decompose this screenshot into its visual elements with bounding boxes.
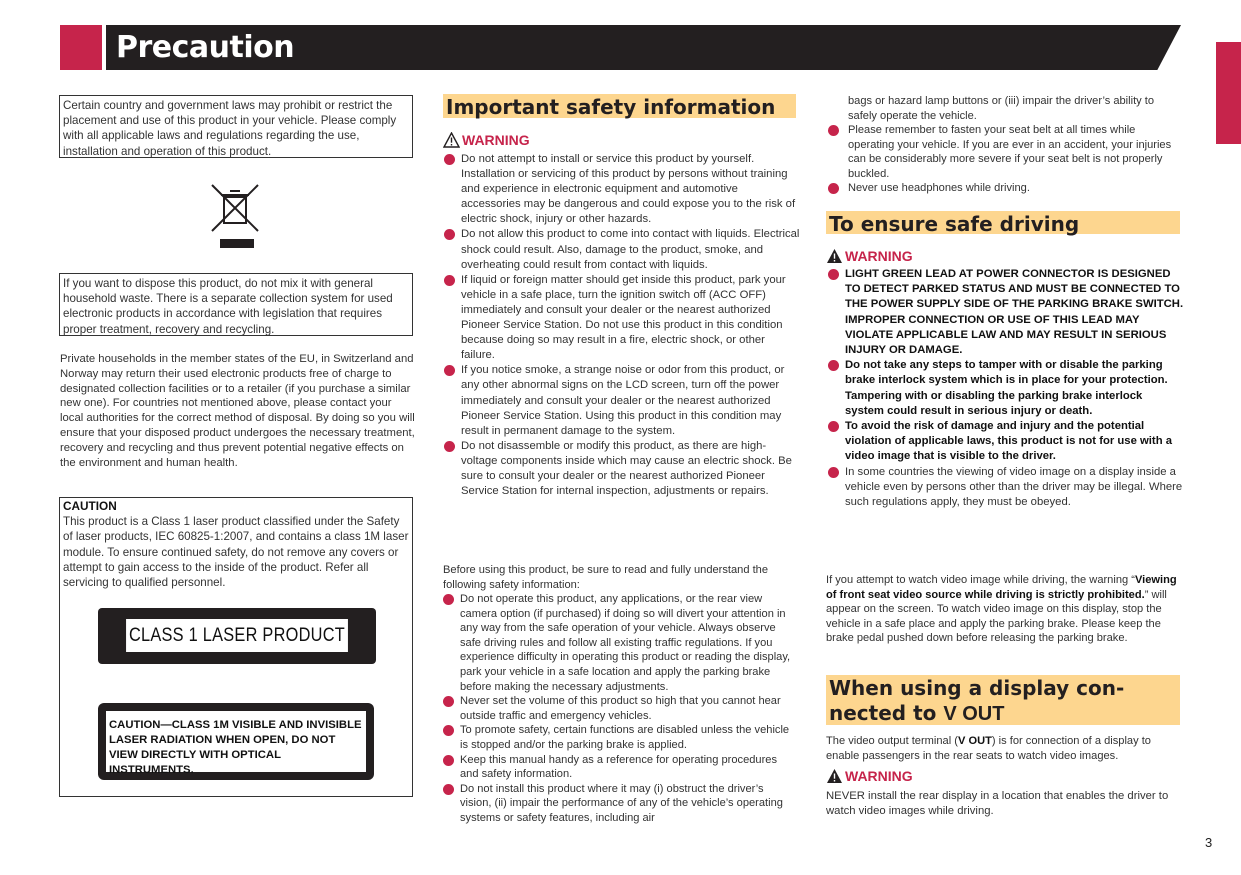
bullet-icon xyxy=(443,755,454,766)
list-item: In some countries the viewing of video image on a display inside a vehicle even by persons other than the driver may be illegal. Where such regulations apply, they must be obeyed. xyxy=(828,465,1184,511)
never-install-text: NEVER install the rear display in a location that enables the driver to watch video images while driving. xyxy=(826,790,1169,817)
list-item: Do not install this product where it may (i) obstruct the driver’s vision, (ii) impair the performance of any of the vehicle’s operating systems or safety features, including air xyxy=(443,782,798,826)
warning-label: WARNING xyxy=(826,768,913,784)
bullet-icon xyxy=(443,594,454,605)
bullet-icon xyxy=(443,696,454,707)
bullet-icon xyxy=(444,365,455,376)
list-item: Keep this manual handy as a reference for operating procedures and safety information. xyxy=(443,753,798,782)
list-item: If you notice smoke, a strange noise or odor from this product, or any other abnormal signs on the LCD screen, turn off the power immediately and consult your dealer or the nearest authorized Pioneer Service Station. Using this product in this condition may result in permanent damage to the system. xyxy=(444,363,800,438)
bullet-icon xyxy=(828,360,839,371)
bullet-icon xyxy=(828,421,839,432)
list-item: Do not take any steps to tamper with or disable the parking brake interlock system which is in place for your protection. Tampering with or disabling the parking brake interlock system could result in serious injury or death. xyxy=(828,358,1184,419)
side-tab xyxy=(1216,42,1241,144)
list-item: Do not operate this product, any applications, or the rear view camera option (if purchased) if doing so will divert your attention in any way from the safe operation of your vehicle. Always observe safe driving rules and follow all existing traffic regulations. If you experience difficulty in operating this product or reading the display, park your vehicle in a safe location and apply the parking brake before making the necessary adjustments. xyxy=(443,592,798,694)
bullet-icon xyxy=(828,183,839,194)
warning-label: WARNING xyxy=(443,132,530,148)
warning-triangle-icon xyxy=(826,768,843,784)
bullet-icon xyxy=(443,784,454,795)
video-warning-message: Viewing of front seat video source while driving is strictly prohibited. xyxy=(826,574,1177,601)
disposal-notice-box xyxy=(59,273,413,336)
page-number: 3 xyxy=(1205,835,1213,850)
vout-description: The video output terminal (V OUT) is for connection of a display to enable passengers in the rear seats to watch video images. xyxy=(826,735,1151,762)
important-safety-heading: Important safety information xyxy=(443,94,796,118)
list-item: To avoid the risk of damage and injury and the potential violation of applicable laws, this product is not for use with a video image that is visible to the driver. xyxy=(828,419,1184,465)
safe-driving-bullet-list xyxy=(828,267,1184,510)
operation-bullet-list xyxy=(443,592,798,826)
weee-bin-icon xyxy=(208,181,262,249)
continued-text: bags or hazard lamp buttons or (iii) impair the driver’s ability to safely operate the vehicle. xyxy=(848,95,1155,122)
class1m-caution-label-text: CAUTION—CLASS 1M VISIBLE AND INVISIBLE LASER RADIATION WHEN OPEN, DO NOT VIEW DIRECTLY WITH OPTICAL INSTRUMENTS. xyxy=(106,711,366,772)
bullet-icon xyxy=(828,269,839,280)
safe-driving-heading: To ensure safe driving xyxy=(826,211,1180,234)
list-item: Do not allow this product to come into contact with liquids. Electrical shock could result. Also, damage to the product, smoke, and overheating could result from contact with liquids. xyxy=(444,227,800,272)
warning-triangle-icon xyxy=(826,248,843,264)
law-notice-text: Certain country and government laws may prohibit or restrict the placement and use of this product in your vehicle. Please comply with all applicable laws and regulations regarding the use, installation and operation of this product. xyxy=(63,99,397,158)
warning-triangle-icon xyxy=(443,132,460,148)
class1-laser-label xyxy=(98,608,376,664)
page-title: Precaution xyxy=(116,30,295,65)
bullet-icon xyxy=(828,125,839,136)
bullet-icon xyxy=(444,229,455,240)
bullet-icon xyxy=(444,154,455,165)
law-notice-box xyxy=(59,95,413,158)
list-item: LIGHT GREEN LEAD AT POWER CONNECTOR IS DESIGNED TO DETECT PARKED STATUS AND MUST BE CONNECTED TO THE POWER SUPPLY SIDE OF THE PARKING BRAKE SWITCH. IMPROPER CONNECTION OR USE OF THIS LEAD MAY VIOLATE APPLICABLE LAW AND MAY RESULT IN SERIOUS INJURY OR DAMAGE. xyxy=(828,267,1184,358)
bullet-icon xyxy=(828,467,839,478)
safety-bullet-list xyxy=(444,152,800,499)
intro-text: Before using this product, be sure to read and fully understand the following safety information: xyxy=(443,564,769,591)
list-item: Please remember to fasten your seat belt at all times while operating your vehicle. If you are ever in an accident, your injuries can be considerably more severe if your seat belt is not properly buckled. xyxy=(828,123,1183,181)
list-item: Never use headphones while driving. xyxy=(828,181,1183,196)
list-item: Do not attempt to install or service this product by yourself. Installation or servicing of this product by persons without training and experience in electronic equipment and automotive accessories may be dangerous and could expose you to the risk of electric shock, injury or other hazards. xyxy=(444,152,800,227)
private-households-text: Private households in the member states of the EU, in Switzerland and Norway may return their used electronic products free of charge to designated collection facilities or to a retailer (if you purchase a similar new one). For countries not mentioned above, please contact your local authorities for the correct method of disposal. By doing so you will ensure that your disposed product undergoes the necessary treatment, recovery and recycling and thus prevent potential negative effects on the environment and human health. xyxy=(60,353,415,469)
bullet-icon xyxy=(444,275,455,286)
caution-heading: CAUTION xyxy=(63,499,117,513)
bullet-icon xyxy=(443,725,454,736)
bullet-icon xyxy=(444,441,455,452)
display-vout-heading: When using a display con- nected to V OUT xyxy=(826,675,1180,725)
list-item: Do not disassemble or modify this product, as there are high-voltage components inside which may cause an electric shock. Be sure to consult your dealer or the nearest authorized Pioneer Service Station for internal inspection, adjustments or repairs. xyxy=(444,439,800,499)
class1-laser-label-text: CLASS 1 LASER PRODUCT xyxy=(126,619,348,652)
warning-label: WARNING xyxy=(826,248,913,264)
header-accent-block xyxy=(60,25,102,70)
disposal-notice-text: If you want to dispose this product, do not mix it with general household waste. There is a separate collection system for used electronic products in accordance with legislation that requires proper treatment, recovery and recycling. xyxy=(63,277,393,336)
list-item: To promote safety, certain functions are disabled unless the vehicle is stopped and/or the parking brake is applied. xyxy=(443,723,798,752)
list-item: Never set the volume of this product so high that you cannot hear outside traffic and emergency vehicles. xyxy=(443,694,798,723)
video-warning-text: If you attempt to watch video image while driving, the warning “Viewing of front seat video source while driving is strictly prohibited.” will appear on the screen. To watch video image on this display, stop the vehicle in a safe place and apply the parking brake. Please keep the brake pedal pushed down before releasing the parking brake. xyxy=(826,574,1177,645)
seatbelt-bullet-list xyxy=(828,123,1183,196)
caution-text: This product is a Class 1 laser product classified under the Safety of laser products, IEC 60825-1:2007, and contains a class 1M laser module. To ensure continued safety, do not remove any covers or attempt to gain access to the inside of the product. Refer all servicing to qualified personnel. xyxy=(63,515,409,590)
class1m-caution-label xyxy=(98,703,374,780)
list-item: If liquid or foreign matter should get inside this product, park your vehicle in a safe place, turn the ignition switch off (ACC OFF) immediately and consult your dealer or the nearest authorized Pioneer Service Station. Do not use this product in this condition because doing so may result in a fire, electric shock, or other failure. xyxy=(444,273,800,364)
